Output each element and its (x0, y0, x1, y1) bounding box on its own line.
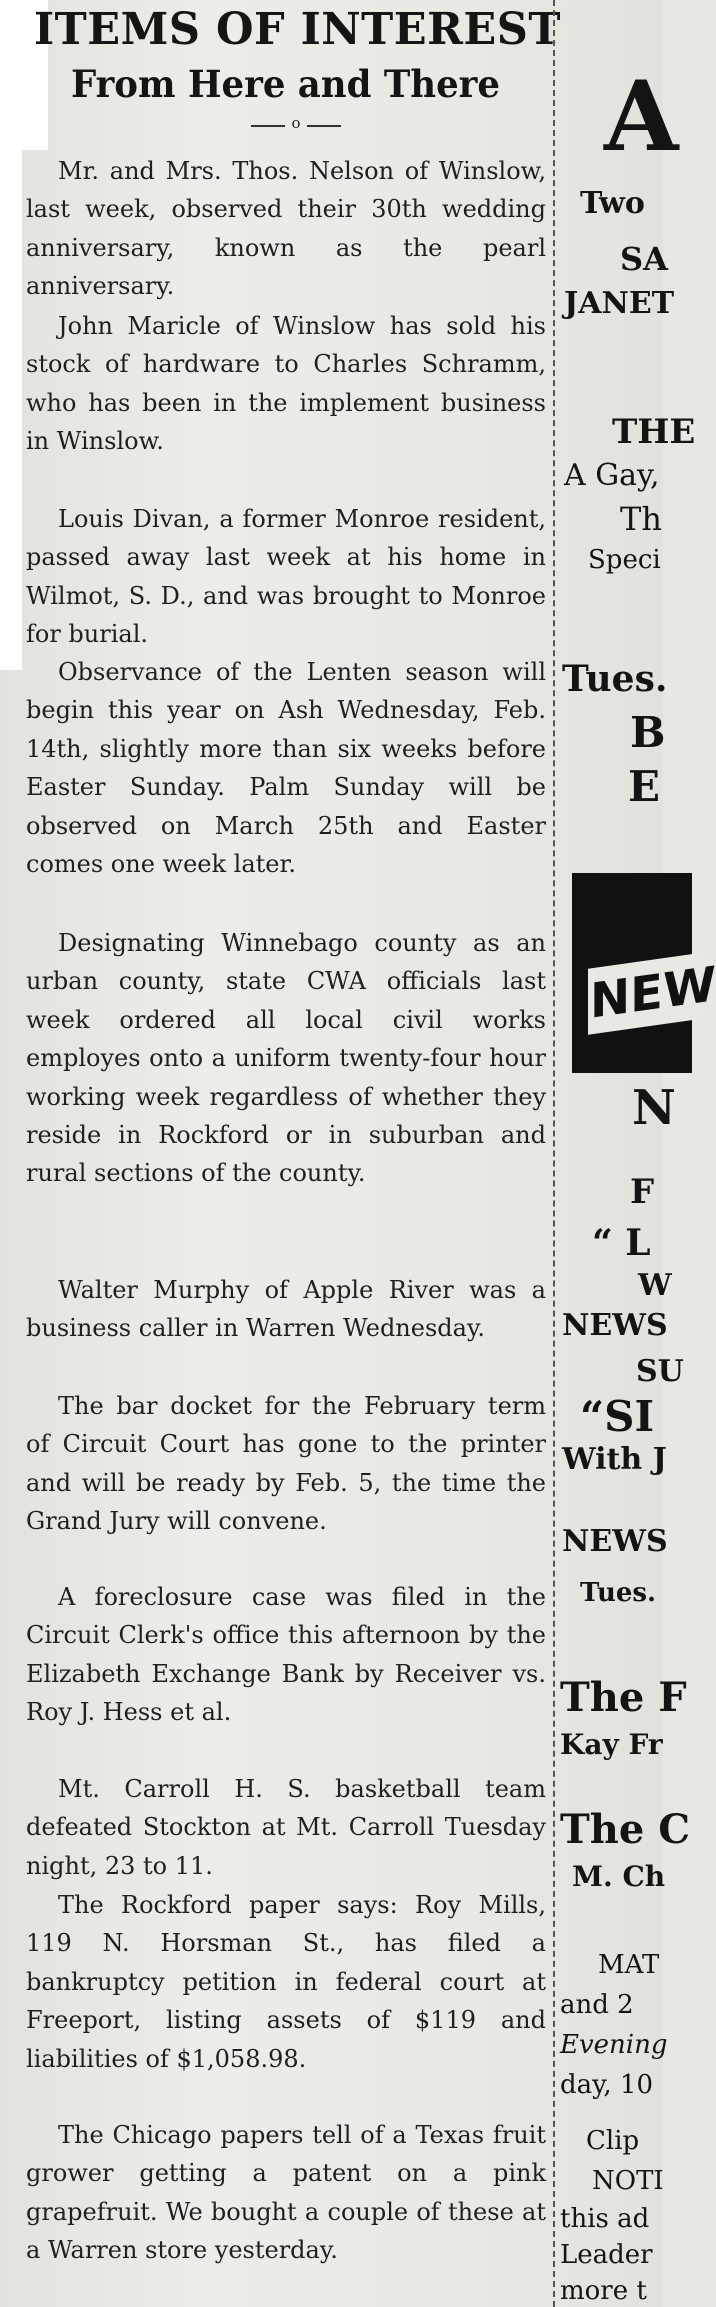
news-item: The bar docket for the February term of Circuit Court has gone to the printer and will be ready by Feb. 5, the time the Grand Jury will convene. (26, 1392, 546, 1536)
ad-fragment: “ L (592, 1222, 651, 1264)
ad-fragment: W (638, 1268, 672, 1303)
ad-fragment: Tues. (580, 1578, 657, 1608)
news-item: Designating Winnebago county as an urban county, state CWA officials last week ordered all local civil works employes onto a uniform twenty-four hour working week regardless of whether they reside in Rockford or in suburban and rural sections of the county. (26, 929, 546, 1188)
newsreel-logo: NEW (572, 873, 692, 1073)
ad-fragment: NOTI (592, 2166, 664, 2196)
ad-fragment: A (604, 60, 679, 173)
news-item: Louis Divan, a former Monroe resident, passed away last week at his home in Wilmot, S. D., and was brought to Monroe for burial. (26, 505, 546, 649)
ad-fragment: Leader (560, 2240, 653, 2270)
news-item: John Maricle of Winslow has sold his stock of hardware to Charles Schramm, who has been in the implement business in Winslow. (26, 312, 546, 456)
ad-fragment: Evening (560, 2030, 668, 2060)
news-item: Mt. Carroll H. S. basketball team defeated Stockton at Mt. Carroll Tuesday night, 23 to 11. (26, 1775, 546, 1880)
ad-fragment: THE (612, 412, 696, 452)
ornament-divider: o (251, 118, 341, 132)
ad-fragment: Th (620, 500, 662, 538)
headline: ITEMS OF INTEREST (34, 4, 561, 55)
ad-fragment: Clip (586, 2126, 640, 2156)
news-item: A foreclosure case was filed in the Circuit Clerk's office this afternoon by the Elizabeth Exchange Bank by Receiver vs. Roy J. Hess et al. (26, 1583, 546, 1727)
ad-fragment: MAT (598, 1950, 660, 1980)
news-column (26, 0, 561, 2307)
column-rule (553, 0, 555, 2307)
ad-fragment: E (628, 762, 661, 811)
subheadline: From Here and There (71, 62, 500, 106)
news-item: Observance of the Lenten season will begin this year on Ash Wednesday, Feb. 14th, slightly more than six weeks before Easter Sunday. Palm Sunday will be observed on March 25th and Easter comes one week later. (26, 658, 546, 879)
news-item: The Chicago papers tell of a Texas fruit grower getting a patent on a pink grapefruit. We bought a couple of these at a Warren store yesterday. (26, 2121, 546, 2265)
ad-fragment: The C (560, 1806, 691, 1853)
news-item: Mr. and Mrs. Thos. Nelson of Winslow, last week, observed their 30th wedding anniversary, known as the pearl anniversary. (26, 157, 546, 301)
ad-fragment: Speci (588, 545, 661, 575)
ad-fragment: With J (562, 1442, 667, 1477)
ad-fragment: JANET (564, 286, 675, 321)
ad-fragment: The F (560, 1674, 687, 1721)
ad-fragment: day, 10 (560, 2070, 653, 2100)
ad-fragment: M. Ch (572, 1860, 666, 1893)
ad-fragment: SU (636, 1354, 684, 1389)
ad-fragment: “SI (580, 1392, 655, 1441)
news-item: Walter Murphy of Apple River was a business caller in Warren Wednesday. (26, 1276, 546, 1343)
adjacent-ad-column (558, 0, 716, 2307)
ad-fragment: Tues. (562, 658, 668, 700)
news-item: The Rockford paper says: Roy Mills, 119 N. Horsman St., has filed a bankruptcy petition in federal court at Freeport, listing assets of $119 and liabilities of $1,058.98. (26, 1891, 546, 2073)
ad-fragment: NEWS (562, 1308, 668, 1343)
ad-fragment: Kay Fr (560, 1728, 663, 1761)
ad-fragment: N (632, 1080, 676, 1136)
ad-fragment: more t (560, 2276, 647, 2306)
ad-fragment: and 2 (560, 1990, 634, 2020)
ad-fragment: NEWS (562, 1524, 668, 1559)
ad-fragment: Two (580, 186, 645, 221)
ad-fragment: SA (620, 240, 668, 278)
ad-fragment: A Gay, (564, 458, 660, 493)
ad-fragment: this ad (560, 2204, 650, 2234)
ad-fragment: F (630, 1172, 655, 1212)
ad-fragment: B (630, 708, 666, 757)
